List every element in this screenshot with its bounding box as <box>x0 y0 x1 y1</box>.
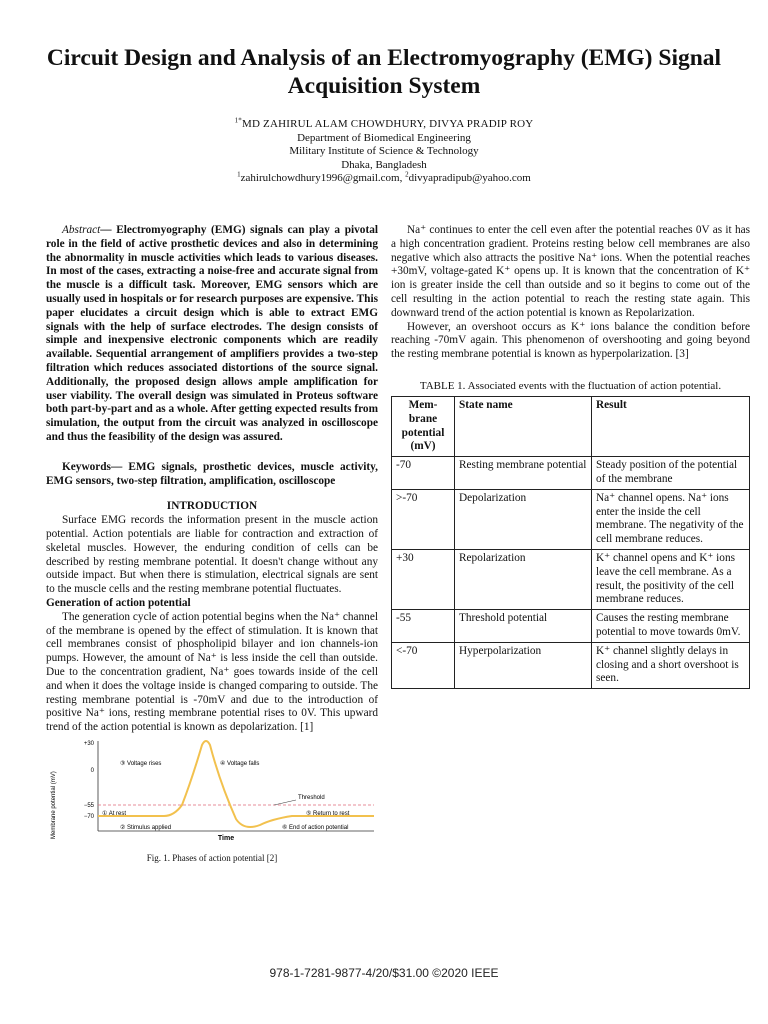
phase-label: ② Stimulus applied <box>120 824 172 831</box>
table-cell: Resting membrane potential <box>455 457 592 490</box>
author-block <box>60 118 708 186</box>
phase-label: ① At rest <box>102 810 127 817</box>
table-row <box>392 642 750 688</box>
intro-heading: INTRODUCTION <box>166 500 258 513</box>
emails: $^1$zahirulchowdhury1996@gmail.com, $^2$divyapradipub@yahoo.com <box>237 170 531 184</box>
y-axis-label: Membrane potential (mV) <box>51 771 57 839</box>
table-header: Mem-brane potential (mV) <box>392 396 455 456</box>
y-tick-label: 0 <box>90 767 94 774</box>
section-subheading: Generation of action potential <box>46 596 191 609</box>
threshold-pointer <box>274 800 296 805</box>
table-row <box>392 457 750 490</box>
table-cell: >-70 <box>392 489 455 549</box>
table-cell: +30 <box>392 549 455 609</box>
abstract-label: Abstract <box>62 224 101 236</box>
author-names-text: MD ZAHIRUL ALAM CHOWDHURY, DIVYA PRADIP ROY <box>241 118 534 130</box>
table-row <box>392 549 750 609</box>
table-cell: Hyperpolarization <box>455 642 592 688</box>
table-cell: <-70 <box>392 642 455 688</box>
table-cell: Steady position of the potential of the membrane <box>592 457 750 490</box>
intro-paragraph: Surface EMG records the information present in the muscle action potential. Action potentials are liable for contraction and extraction of skeletal muscles. However, the enduring condition of cells can be described by resting membrane potential. It doesn't change without any outside impact. But when there is stimulation, electrical signals are sent to the muscle cells and the resting membrane potential fluctuates. <box>46 514 378 596</box>
email-1: zahirulchowdhury1996@gmail.com, <box>240 172 403 184</box>
table-row <box>392 610 750 643</box>
table-cell: Threshold potential <box>455 610 592 643</box>
abstract <box>46 224 378 445</box>
phase-label: ⑥ End of action potential <box>282 824 349 831</box>
y-tick-label: −55 <box>83 802 94 809</box>
left-column <box>46 224 378 863</box>
table-cell: K⁺ channel opens and K⁺ ions leave the cell membrane. As a result, the positivity of the cell membrane reduces. <box>592 549 750 609</box>
table-cell: Na⁺ channel opens. Na⁺ ions enter the inside the cell membrane. The negativity of the cell membrane reduces. <box>592 489 750 549</box>
right-column <box>391 224 750 689</box>
table-cell: Causes the resting membrane potential to move towards 0mV. <box>592 610 750 643</box>
table-cell: K⁺ channel slightly delays in closing and a short overshoot is seen. <box>592 642 750 688</box>
table-cell: -55 <box>392 610 455 643</box>
abstract-text: — Electromyography (EMG) signals can play a pivotal role in the field of active prosthetic devices and also in determining the abnormality in muscle activities which leads to various diseases. In most of the cases, extracting a noise-free and accurate signal from the muscle is a difficult task. Moreover, EMG sensors which are usually used in hospitals or for research purposes are expensive. This paper elucidates a circuit design which is able to extract EMG signals with the help of surface electrodes. The design consists of simple and inexpensive electronic components which are readily available. Sequential arrangement of amplifiers provides a two-step filtration which reduces associated distortions of the source signal. Additionally, the proposed design allows ample amplification for user viability. The overall design was simulated in Proteus software both part-by-part and as a whole. After getting expected results from simulation, the output from the circuit was analyzed in oscilloscope and thus the feasibility of the design was assured. <box>46 224 378 443</box>
author-names: $^{1*}$MD ZAHIRUL ALAM CHOWDHURY, DIVYA PRADIP ROY <box>234 116 534 130</box>
paper-title: Circuit Design and Analysis of an Electromyography (EMG) Signal Acquisition System <box>46 45 722 99</box>
table-row <box>392 489 750 549</box>
figure-caption: Fig. 1. Phases of action potential [2] <box>146 852 278 863</box>
action-potential-figure <box>46 739 378 863</box>
table-cell: -70 <box>392 457 455 490</box>
right-paragraph-1: Na⁺ continues to enter the cell even after the potential reaches 0V as it has a high concentration gradient. Proteins resting below cell membranes are also negative which also attracts the positive Na⁺ ions. When the potential reaches +30mV, voltage-gated K⁺ opens up. It is known that the concentration of K⁺ ion is greater inside the cell than outside and so it begins to come out of the cell resulting in the action potential to reach the resting state again. This downward trend of the action potential is known as Repolarization. <box>391 224 750 319</box>
x-axis-label: Time <box>217 834 235 842</box>
department: Department of Biomedical Engineering <box>297 131 471 144</box>
institute: Military Institute of Science & Technology <box>289 145 479 157</box>
phase-label: ⑤ Return to rest <box>306 810 350 817</box>
table-header: Result <box>592 396 750 456</box>
phase-label: ③ Voltage rises <box>120 760 162 767</box>
phase-label: ④ Voltage falls <box>220 760 260 767</box>
table-caption: TABLE 1. Associated events with the fluctuation of action potential. <box>419 379 722 392</box>
email-2: divyapradipub@yahoo.com <box>408 172 531 184</box>
action-potential-paragraph: The generation cycle of action potential begins when the Na⁺ channel of the membrane is opened by the effect of stimulation. It is known that cell membranes consist of phospholipid bilayer and ion channels-ion pumps. However, the amount of Na⁺ is less inside the cell than outside. Due to the concentration gradient, Na⁺ goes towards inside of the cell and when it does the voltage inside is changed comparing to outside. The resting membrane potential is -70mV and due to the introduction of positive Na⁺ ions, resting membrane potential rises to 0V. This upward trend of the action potential is known as depolarization. [1] <box>46 610 378 734</box>
y-tick-label: −70 <box>83 813 94 820</box>
threshold-label: Threshold <box>298 794 325 801</box>
events-table <box>391 396 750 689</box>
table-cell: Repolarization <box>455 549 592 609</box>
location: Dhaka, Bangladesh <box>341 158 427 171</box>
table-header: State name <box>455 396 592 456</box>
right-paragraph-2: However, an overshoot occurs as K⁺ ions balance the condition before reaching -70mV again. This phenomenon of overshooting and going beyond the resting membrane potential is known as hyperpolarization. [3] <box>391 320 750 361</box>
table-cell: Depolarization <box>455 489 592 549</box>
keywords: Keywords— EMG signals, prosthetic devices, muscle activity, EMG sensors, two-step filtration, amplification, oscilloscope <box>46 460 378 487</box>
copyright-footer: 978-1-7281-9877-4/20/$31.00 ©2020 IEEE <box>269 966 499 980</box>
action-potential-chart <box>46 739 378 847</box>
y-tick-label: +30 <box>83 740 94 747</box>
table-header-row <box>392 396 750 456</box>
